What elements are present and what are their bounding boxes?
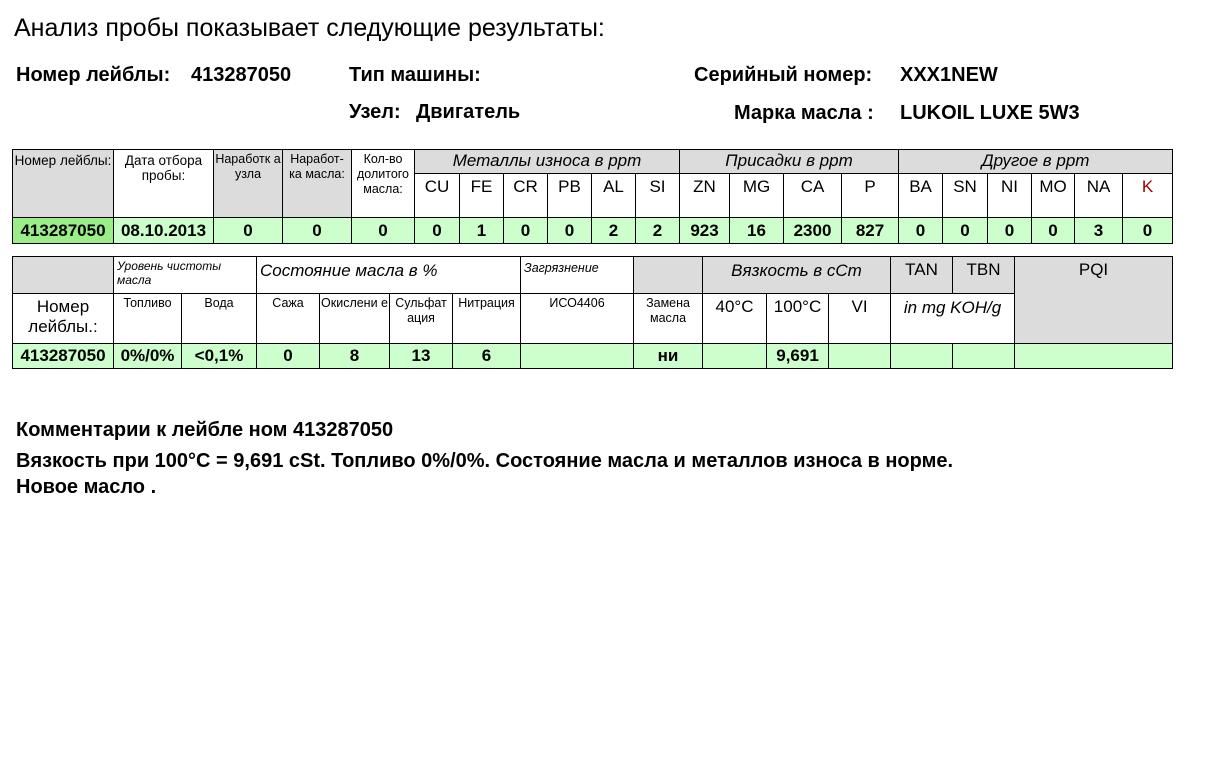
value-water: <0,1% [182,344,257,369]
element-value-ba: 0 [899,218,943,244]
header-soot: Сажа [257,294,320,344]
comments-heading: Комментарии к лейбле ном 413287050 [16,419,394,441]
group-additives: Присадки в ppm [680,150,899,174]
value-sample-date: 08.10.2013 [114,218,214,244]
element-header-zn: ZN [680,174,730,218]
element-value-mg: 16 [730,218,784,244]
value-oxidation: 8 [320,344,390,369]
element-header-si: SI [636,174,680,218]
oil-condition-table [12,256,1173,369]
element-header-cu: CU [415,174,460,218]
header-topup-oil: Кол-во долитого масла: [352,150,415,218]
header-oil-change: Замена масла [634,294,703,344]
header-visc-40: 40°C [703,294,767,344]
value-tan [891,344,953,369]
element-value-sn: 0 [943,218,988,244]
element-value-fe: 1 [460,218,504,244]
value-soot: 0 [257,344,320,369]
element-header-p: P [842,174,899,218]
header-fuel: Топливо [114,294,182,344]
header-sulfation: Сульфат ация [390,294,453,344]
oil-brand-label: Марка масла : [734,102,874,124]
value-iso4406 [521,344,634,369]
unit-value: Двигатель [416,101,521,123]
machine-type-label: Тип машины: [349,64,481,86]
element-value-ni: 0 [988,218,1032,244]
element-header-ba: BA [899,174,943,218]
value-sulfation: 13 [390,344,453,369]
header-pqi: PQI [1015,257,1173,344]
label-number-value: 413287050 [191,64,292,86]
element-header-mg: MG [730,174,784,218]
header-tan: TAN [891,257,953,294]
element-value-p: 827 [842,218,899,244]
value-nitration: 6 [453,344,521,369]
group-cleanliness: Уровень чистоты масла [114,257,257,294]
page-title: Анализ пробы показывает следующие результаты: [14,14,605,42]
header-sample-date: Дата отбора пробы: [114,150,214,218]
value-unit-hours: 0 [214,218,283,244]
header-oxidation: Окислени е [320,294,390,344]
value-tbn [953,344,1015,369]
serial-number-value: XXX1NEW [900,64,998,86]
value-label-number: 413287050 [13,218,114,244]
header-visc-100: 100°C [767,294,829,344]
element-value-cr: 0 [504,218,548,244]
group-oil-condition: Состояние масла в % [257,257,521,294]
header-nitration: Нитрация [453,294,521,344]
element-header-mo: MO [1032,174,1075,218]
element-header-al: AL [592,174,636,218]
element-header-fe: FE [460,174,504,218]
value-label-number-2: 413287050 [13,344,114,369]
element-header-ca: CA [784,174,842,218]
header-blank [13,257,114,294]
header-iso4406: ИСО4406 [521,294,634,344]
comments-line-1: Вязкость при 100°C = 9,691 cSt. Топливо 0%/0%. Состояние масла и металлов износа в норме. [16,450,954,472]
header-label-number: Номер лейблы: [13,150,114,218]
element-value-na: 3 [1075,218,1123,244]
element-header-ni: NI [988,174,1032,218]
header-oil-hours: Наработ- ка масла: [283,150,352,218]
oil-brand-value: LUKOIL LUXE 5W3 [900,102,1080,124]
value-topup-oil: 0 [352,218,415,244]
label-number-label: Номер лейблы: [16,64,171,86]
header-units-koh: in mg KOH/g [891,294,1015,344]
header-blank-2 [634,257,703,294]
element-header-pb: PB [548,174,592,218]
value-oil-change: ни [634,344,703,369]
element-value-ca: 2300 [784,218,842,244]
header-unit-hours: Наработк а узла [214,150,283,218]
element-header-sn: SN [943,174,988,218]
group-other: Другое в ppm [899,150,1173,174]
element-value-pb: 0 [548,218,592,244]
value-visc-100: 9,691 [767,344,829,369]
value-vi [829,344,891,369]
value-fuel: 0%/0% [114,344,182,369]
group-contamination: Загрязнение [521,257,634,294]
group-viscosity: Вязкость в сСт [703,257,891,294]
element-value-cu: 0 [415,218,460,244]
element-value-k: 0 [1123,218,1173,244]
value-oil-hours: 0 [283,218,352,244]
comments-line-2: Новое масло . [16,476,157,498]
header-label-number-2: Номер лейблы.: [13,294,114,344]
value-visc-40 [703,344,767,369]
header-vi: VI [829,294,891,344]
unit-label: Узел: [349,101,401,123]
element-value-mo: 0 [1032,218,1075,244]
value-pqi [1015,344,1173,369]
wear-metals-table [12,149,1173,244]
group-wear-metals: Металлы износа в ppm [415,150,680,174]
element-value-si: 2 [636,218,680,244]
element-header-k: K [1123,174,1173,218]
header-tbn: TBN [953,257,1015,294]
element-header-cr: CR [504,174,548,218]
header-water: Вода [182,294,257,344]
serial-number-label: Серийный номер: [694,64,873,86]
element-header-na: NA [1075,174,1123,218]
element-value-zn: 923 [680,218,730,244]
element-value-al: 2 [592,218,636,244]
